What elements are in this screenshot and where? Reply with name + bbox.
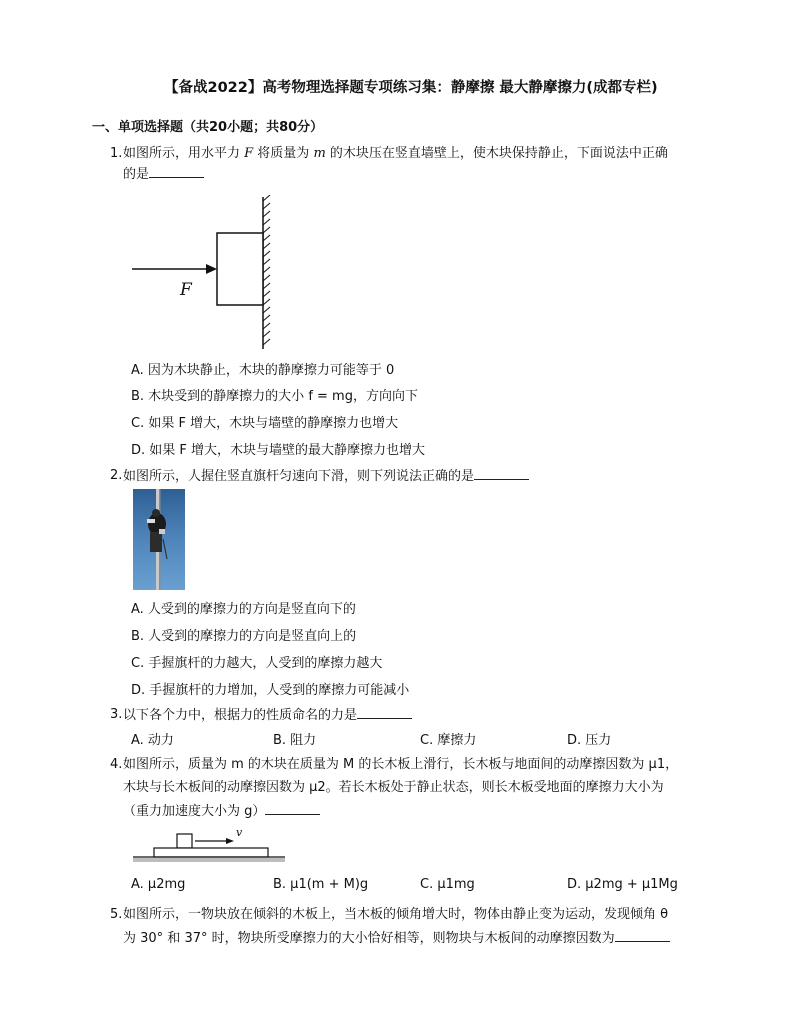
long-board: [154, 848, 268, 857]
question-5-line-1: 如图所示，一物块放在倾斜的木板上，当木板的倾角增大时，物体由静止变为运动，发现倾角 θ: [123, 907, 669, 922]
question-3-number: 3.: [110, 707, 123, 722]
question-2-number: 2.: [110, 468, 123, 483]
question-4-option-d[interactable]: D. μ2mg + μ1Mg: [567, 877, 678, 892]
answer-blank[interactable]: [149, 165, 204, 178]
question-1-line-2: 的是: [123, 165, 204, 184]
wall-hatching: [263, 195, 270, 345]
force-arrow-head: [206, 264, 217, 274]
question-2-option-c[interactable]: C. 手握旗杆的力越大，人受到的摩擦力越大: [131, 656, 383, 671]
answer-blank[interactable]: [265, 802, 320, 815]
question-2-line-1: 如图所示，人握住竖直旗杆匀速向下滑，则下列说法正确的是: [123, 467, 529, 486]
question-4-number: 4.: [110, 757, 123, 772]
question-3-option-c[interactable]: C. 摩擦力: [420, 733, 477, 748]
question-1-number: 1.: [110, 146, 123, 161]
question-5-line-2: 为 30° 和 37° 时，物块所受摩擦力的大小恰好相等，则物块与木板间的动摩擦因数为: [123, 929, 670, 948]
question-1-option-a[interactable]: A. 因为木块静止，木块的静摩擦力可能等于 0: [131, 363, 395, 378]
question-3-option-d[interactable]: D. 压力: [567, 733, 612, 748]
question-1-option-b[interactable]: B. 木块受到的静摩擦力的大小 f = mg，方向向下: [131, 389, 418, 404]
small-block: [177, 834, 192, 848]
question-1-line-1: 如图所示，用水平力 F 将质量为 m 的木块压在竖直墙壁上，使木块保持静止，下面说法中正确: [123, 146, 668, 161]
question-4-line-1: 如图所示，质量为 m 的木块在质量为 M 的长木板上滑行，长木板与地面间的动摩擦因数为 μ1，: [123, 757, 679, 772]
question-2-option-d[interactable]: D. 手握旗杆的力增加，人受到的摩擦力可能减小: [131, 683, 410, 698]
question-2-option-b[interactable]: B. 人受到的摩擦力的方向是竖直向上的: [131, 629, 357, 644]
question-4-option-c[interactable]: C. μ1mg: [420, 877, 475, 892]
question-3-option-b[interactable]: B. 阻力: [273, 733, 317, 748]
climber-legs: [150, 532, 162, 552]
ground-hatching: [133, 858, 285, 862]
answer-blank[interactable]: [615, 929, 670, 942]
question-4-option-a[interactable]: A. μ2mg: [131, 877, 186, 892]
velocity-arrow-head: [226, 838, 234, 844]
force-label: F: [180, 280, 192, 300]
wooden-block: [217, 233, 263, 305]
page-title: 【备战2022】高考物理选择题专项练习集：静摩擦 最大静摩擦力(成都专栏): [164, 80, 658, 96]
question-1-option-d[interactable]: D. 如果 F 增大，木块与墙壁的最大静摩擦力也增大: [131, 443, 426, 458]
question-4-figure: [130, 826, 290, 868]
answer-blank[interactable]: [474, 467, 529, 480]
section-heading: 一、单项选择题（共20小题；共80分）: [92, 120, 324, 135]
question-2-option-a[interactable]: A. 人受到的摩擦力的方向是竖直向下的: [131, 602, 356, 617]
question-4-line-3: （重力加速度大小为 g）: [123, 802, 320, 821]
flagpole-photo: [133, 489, 185, 590]
question-1-option-c[interactable]: C. 如果 F 增大，木块与墙壁的静摩擦力也增大: [131, 416, 399, 431]
question-3-option-a[interactable]: A. 动力: [131, 733, 174, 748]
question-4-option-b[interactable]: B. μ1(m + M)g: [273, 877, 369, 892]
question-1-figure: [130, 195, 280, 355]
climber-head: [152, 509, 160, 517]
question-4-line-2: 木块与长木板间的动摩擦因数为 μ2。若长木板处于静止状态，则长木板受地面的摩擦力大小为: [123, 780, 664, 795]
velocity-label: v: [236, 826, 243, 839]
answer-blank[interactable]: [357, 706, 412, 719]
question-3-line-1: 以下各个力中，根据力的性质命名的力是: [123, 706, 412, 725]
question-5-number: 5.: [110, 907, 123, 922]
